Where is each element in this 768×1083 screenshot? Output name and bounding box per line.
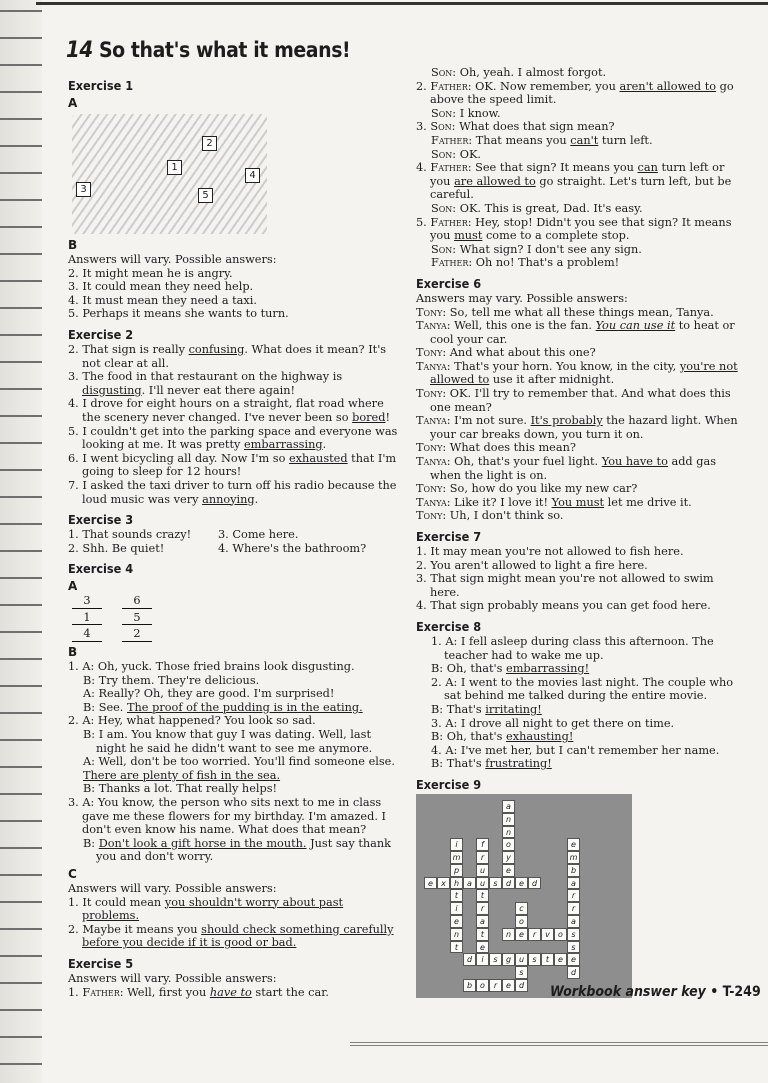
match-value: 2 xyxy=(122,627,152,642)
exercise-4-part-c: C xyxy=(68,866,77,881)
dialogue-line: Tanya: That's your horn. You know, in the city, you're not allowed to use it after midnight. xyxy=(416,359,738,387)
list-item: 4. I drove for eight hours on a straight, flat road where the scenery never changed. I've never been so bored! xyxy=(68,397,391,424)
exercise-9-heading: Exercise 9 xyxy=(416,776,482,792)
crossword-cell: d xyxy=(567,966,580,979)
exercise-4-part-a: A xyxy=(68,579,78,594)
exercise-4-note: Answers will vary. Possible answers: xyxy=(68,881,277,895)
exercise-8-heading: Exercise 8 xyxy=(416,618,482,634)
crossword-cell: s xyxy=(489,877,502,890)
traffic-jam-illustration xyxy=(72,114,267,234)
exercise-3-answers xyxy=(68,528,403,555)
match-value: 5 xyxy=(122,611,152,626)
dialogue-line: Tony: What does this mean? xyxy=(416,441,576,455)
crossword-cell: d xyxy=(502,877,515,890)
dialogue-line: 4. Father: See that sign? It means you can turn left or you are allowed to go straight. Let's turn left, but be careful. xyxy=(416,161,732,202)
dialogue-line: B: That's irritating! xyxy=(431,702,542,716)
crossword-cell: f xyxy=(476,838,489,851)
dialogue-line: Son: What sign? I don't see any sign. xyxy=(431,242,642,256)
crossword-cell: u xyxy=(476,877,489,890)
page-title xyxy=(66,38,350,63)
crossword-cell: i xyxy=(476,953,489,966)
exercise-2-heading: Exercise 2 xyxy=(68,326,134,342)
crossword-cell: b xyxy=(567,864,580,877)
crossword-cell: s xyxy=(567,941,580,954)
exercise-1-part-b: B xyxy=(68,238,78,252)
dialogue-line: B: Try them. They're delicious. xyxy=(83,673,260,687)
crossword-cell: y xyxy=(502,851,515,864)
crossword-cell: c xyxy=(515,902,528,915)
crossword-cell: a xyxy=(567,877,580,890)
crossword-cell: o xyxy=(515,915,528,928)
right-column xyxy=(416,66,742,998)
dialogue-line: Father: Oh no! That's a problem! xyxy=(431,256,620,270)
left-column xyxy=(68,72,403,999)
crossword-cell: d xyxy=(528,877,541,890)
scan-artifact xyxy=(350,1040,768,1046)
dialogue-line: Son: OK. xyxy=(431,147,481,161)
dialogue-line: 5. Father: Hey, stop! Didn't you see that sign? It means you must come to a complete stop. xyxy=(416,215,732,243)
crossword-grid xyxy=(416,794,632,998)
dialogue-line: B: Thanks a lot. That really helps! xyxy=(83,782,278,796)
footer-label: Workbook answer key xyxy=(550,984,706,1000)
crossword-cell: s xyxy=(515,966,528,979)
crossword-cell: h xyxy=(450,877,463,890)
crossword-cell: x xyxy=(437,877,450,890)
unit-title: So that's what it means! xyxy=(98,38,351,62)
dialogue-line: Tony: So, how do you like my new car? xyxy=(416,482,638,496)
picture-label: 1 xyxy=(167,160,182,175)
crossword-cell: a xyxy=(476,915,489,928)
list-item: 2. You aren't allowed to light a fire here. xyxy=(416,558,648,572)
exercise-5-heading: Exercise 5 xyxy=(68,955,134,971)
crossword-cell: r xyxy=(567,889,580,902)
spiral-binding xyxy=(0,0,42,1083)
list-item: 2. Maybe it means you should check something carefully before you decide if it is good or bad. xyxy=(68,922,394,950)
crossword-cell: v xyxy=(541,928,554,941)
dialogue-line: B: See. The proof of the pudding is in the eating. xyxy=(83,700,363,714)
crossword-cell: e xyxy=(502,979,515,992)
dialogue-line: Tanya: Well, this one is the fan. You can use it to heat or cool your car. xyxy=(416,319,735,346)
list-item: 4. It must mean they need a taxi. xyxy=(68,293,257,307)
top-scan-edge xyxy=(36,2,768,5)
crossword-cell: t xyxy=(476,889,489,902)
match-value: 1 xyxy=(72,611,102,626)
crossword-cell: m xyxy=(567,851,580,864)
list-item: 6. I went bicycling all day. Now I'm so exhausted that I'm going to sleep for 12 hours! xyxy=(68,451,397,479)
crossword-cell: a xyxy=(502,800,515,813)
dialogue-line: 1. A: Oh, yuck. Those fried brains look disgusting. xyxy=(68,660,355,674)
dialogue-line: Tanya: Like it? I love it! You must let me drive it. xyxy=(416,495,692,509)
match-value: 6 xyxy=(122,594,152,609)
dialogue-line: 3. A: I drove all night to get there on time. xyxy=(431,716,675,730)
dialogue-line: Tony: Uh, I don't think so. xyxy=(416,509,564,523)
crossword-cell: e xyxy=(476,941,489,954)
list-item: 7. I asked the taxi driver to turn off his radio because the loud music was very annoying. xyxy=(68,478,397,506)
dialogue-line: B: That's frustrating! xyxy=(431,757,552,771)
list-item: 2. That sign is really confusing. What does it mean? It's not clear at all. xyxy=(68,342,387,370)
unit-number: 14 xyxy=(66,38,93,63)
picture-label: 2 xyxy=(202,136,217,151)
crossword-cell: s xyxy=(528,953,541,966)
list-item: 3. It could mean they need help. xyxy=(68,280,254,294)
crossword-cell: d xyxy=(515,979,528,992)
list-item: 4. That sign probably means you can get food here. xyxy=(416,599,711,613)
dialogue-line: 4. A: I've met her, but I can't remember her name. xyxy=(431,743,720,757)
list-item: 1. That sounds crazy! xyxy=(68,528,192,542)
crossword-cell: r xyxy=(528,928,541,941)
dialogue-line: A: Well, don't be too worried. You'll find someone else. xyxy=(83,755,395,769)
dialogue-line: B: Oh, that's exhausting! xyxy=(431,730,574,744)
crossword-cell: e xyxy=(515,928,528,941)
dialogue-line: B: I am. You know that guy I was dating. Well, last night he said he didn't want to see me anymore. xyxy=(83,728,373,755)
crossword-cell: o xyxy=(554,928,567,941)
crossword-cell: t xyxy=(450,889,463,902)
crossword-cell: n xyxy=(450,928,463,941)
dialogue-line: Tony: And what about this one? xyxy=(416,346,596,360)
crossword-cell: e xyxy=(424,877,437,890)
matching-answers xyxy=(72,594,162,642)
crossword-cell: i xyxy=(450,902,463,915)
dialogue-line: 3. A: You know, the person who sits next to me in class gave me these flowers for my birthday. I'm amazed. I don't even know his name. What does that mean? xyxy=(68,796,386,837)
dialogue-line: 1. A: I fell asleep during class this afternoon. The teacher had to wake me up. xyxy=(431,634,714,662)
match-value: 3 xyxy=(72,594,102,609)
list-item: 5. Perhaps it means she wants to turn. xyxy=(68,307,289,321)
dialogue-line: Tony: So, tell me what all these things mean, Tanya. xyxy=(416,305,714,319)
dialogue-line: 1. Father: Well, first you have to start the car. xyxy=(68,985,329,999)
list-item: 4. Where's the bathroom? xyxy=(218,541,367,555)
crossword-cell: t xyxy=(476,928,489,941)
picture-label: 4 xyxy=(245,168,260,183)
list-item: 3. Come here. xyxy=(218,528,299,542)
dialogue-line: 2. A: I went to the movies last night. The couple who sat behind me talked during the entire movie. xyxy=(431,675,734,703)
picture-label: 3 xyxy=(76,182,91,197)
exercise-5-note: Answers will vary. Possible answers: xyxy=(68,971,277,985)
crossword-cell: e xyxy=(554,953,567,966)
dialogue-line: 2. Father: OK. Now remember, you aren't allowed to go above the speed limit. xyxy=(416,79,734,107)
list-item: 2. It might mean he is angry. xyxy=(68,266,233,280)
exercise-1-part-a: A xyxy=(68,96,78,110)
crossword-cell: n xyxy=(502,826,515,839)
crossword-cell: u xyxy=(515,953,528,966)
crossword-cell: a xyxy=(567,915,580,928)
crossword-cell: n xyxy=(502,813,515,826)
dialogue-line: Son: Oh, yeah. I almost forgot. xyxy=(431,66,607,79)
crossword-cell: a xyxy=(463,877,476,890)
crossword-cell: o xyxy=(502,838,515,851)
exercise-7-heading: Exercise 7 xyxy=(416,529,482,544)
crossword-cell: r xyxy=(476,902,489,915)
crossword-cell: e xyxy=(515,877,528,890)
crossword-cell: e xyxy=(567,838,580,851)
crossword-cell: o xyxy=(476,979,489,992)
crossword-cell: e xyxy=(567,953,580,966)
dialogue-line: There are plenty of fish in the sea. xyxy=(83,768,281,782)
list-item: 5. I couldn't get into the parking space and everyone was looking at me. It was pretty embarrassing. xyxy=(68,424,398,452)
exercise-4-heading: Exercise 4 xyxy=(68,561,134,577)
crossword-cell: r xyxy=(476,851,489,864)
match-value: 4 xyxy=(72,627,102,642)
crossword-cell: e xyxy=(502,864,515,877)
list-item: 3. The food in that restaurant on the highway is disgusting. I'll never eat there again! xyxy=(68,370,343,397)
crossword-cell: s xyxy=(567,928,580,941)
list-item: 1. It could mean you shouldn't worry about past problems. xyxy=(68,895,344,923)
dialogue-line: A: Really? Oh, they are good. I'm surprised! xyxy=(83,687,335,701)
exercise-6-note: Answers may vary. Possible answers: xyxy=(416,291,628,305)
dialogue-line: B: Don't look a gift horse in the mouth. Just say thank you and don't worry. xyxy=(83,836,392,864)
picture-label: 5 xyxy=(198,188,213,203)
dialogue-line: B: Oh, that's embarrassing! xyxy=(431,662,590,676)
dialogue-line: Son: I know. xyxy=(431,106,501,120)
exercise-1-heading: Exercise 1 xyxy=(68,78,134,93)
list-item: 3. That sign might mean you're not allowed to swim here. xyxy=(416,572,714,599)
crossword-cell: u xyxy=(476,864,489,877)
crossword-cell: t xyxy=(541,953,554,966)
exercise-3-heading: Exercise 3 xyxy=(68,512,134,528)
dialogue-line: 3. Son: What does that sign mean? xyxy=(416,120,615,134)
list-item: 2. Shh. Be quiet! xyxy=(68,541,165,555)
crossword-cell: i xyxy=(450,838,463,851)
crossword-cell: d xyxy=(463,953,476,966)
dialogue-line: Tanya: I'm not sure. It's probably the hazard light. When your car breaks down, you turn it on. xyxy=(416,414,738,441)
crossword-cell: n xyxy=(502,928,515,941)
crossword-cell: e xyxy=(450,915,463,928)
dialogue-line: 2. A: Hey, what happened? You look so sad. xyxy=(68,714,316,728)
crossword-cell: s xyxy=(489,953,502,966)
exercise-4-part-b: B xyxy=(68,645,78,660)
dialogue-line: Tanya: Oh, that's your fuel light. You have to add gas when the light is on. xyxy=(416,455,717,482)
crossword-cell: g xyxy=(502,953,515,966)
crossword-cell: p xyxy=(450,864,463,877)
dialogue-line: Tony: OK. I'll try to remember that. And what does this one mean? xyxy=(416,387,731,414)
crossword-cell: r xyxy=(567,902,580,915)
crossword-cell: t xyxy=(450,941,463,954)
dialogue-line: Son: OK. This is great, Dad. It's easy. xyxy=(431,201,643,215)
exercise-1-note: Answers will vary. Possible answers: xyxy=(68,253,277,266)
crossword-cell: m xyxy=(450,851,463,864)
crossword-cell: r xyxy=(489,979,502,992)
exercise-6-heading: Exercise 6 xyxy=(416,275,482,291)
page-number: • T-249 xyxy=(710,984,761,1000)
dialogue-line: Father: That means you can't turn left. xyxy=(431,133,653,147)
list-item: 1. It may mean you're not allowed to fish here. xyxy=(416,545,684,558)
page-footer xyxy=(550,984,761,1000)
crossword-cell: b xyxy=(463,979,476,992)
